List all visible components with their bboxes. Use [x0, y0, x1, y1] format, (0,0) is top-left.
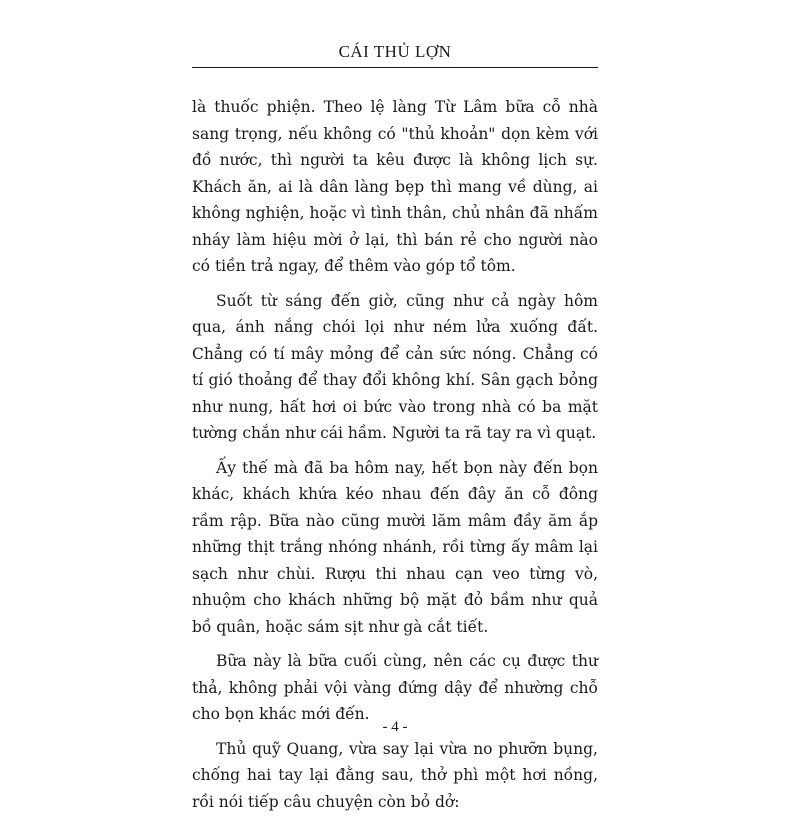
header-rule — [192, 67, 598, 68]
page-number: - 4 - — [382, 719, 408, 735]
paragraph-1: là thuốc phiện. Theo lệ làng Từ Lâm bữa cỗ nhà sang trọng, nếu không có "thủ khoản" dọn kèm với đồ nước, thì người ta kêu được là không lịch sự. Khách ăn, ai là dân làng bẹp thì mang về dùng, ai không nghiện, hoặc vì tình thân, chủ nhân đã nhấm nháy làm hiệu mời ở lại, thì bán rẻ cho người nào có tiền trả ngay, để thêm vào góp tổ tôm. — [192, 98, 598, 275]
paragraph-3: Ấy thế mà đã ba hôm nay, hết bọn này đến bọn khác, khách khứa kéo nhau đến đây ăn cỗ đông rầm rập. Bữa nào cũng mười lăm mâm đầy ăm ắp những thịt trắng nhóng nhánh, rồi từng ấy mâm lại sạch như chùi. Rượu thi nhau cạn veo từng vò, nhuộm cho khách những bộ mặt đỏ bầm như quả bồ quân, hoặc sám sịt như gà cắt tiết. — [192, 458, 598, 636]
paragraph-4: Bữa này là bữa cuối cùng, nên các cụ được thư thả, không phải vội vàng đứng dậy để nhường chỗ cho bọn khác mới đến. — [192, 652, 598, 723]
running-title: CÁI THỦ LỢN — [338, 42, 452, 61]
paragraph-2: Suốt từ sáng đến giờ, cũng như cả ngày hôm qua, ánh nắng chói lọi như ném lửa xuống đất. Chẳng có tí mây mỏng để cản sức nóng. Chẳng có tí gió thoảng để thay đổi không khí. Sân gạch bỏng như nung, hất hơi oi bức vào trong nhà có ba mặt tường chắn như cái hầm. Người ta rã tay ra vì quạt. — [192, 291, 598, 442]
paragraph-5: Thủ quỹ Quang, vừa say lại vừa no phưỡn bụng, chống hai tay lại đằng sau, thở phì một hơi nồng, rồi nói tiếp câu chuyện còn bỏ dở: — [192, 739, 598, 811]
body-text — [192, 94, 598, 823]
